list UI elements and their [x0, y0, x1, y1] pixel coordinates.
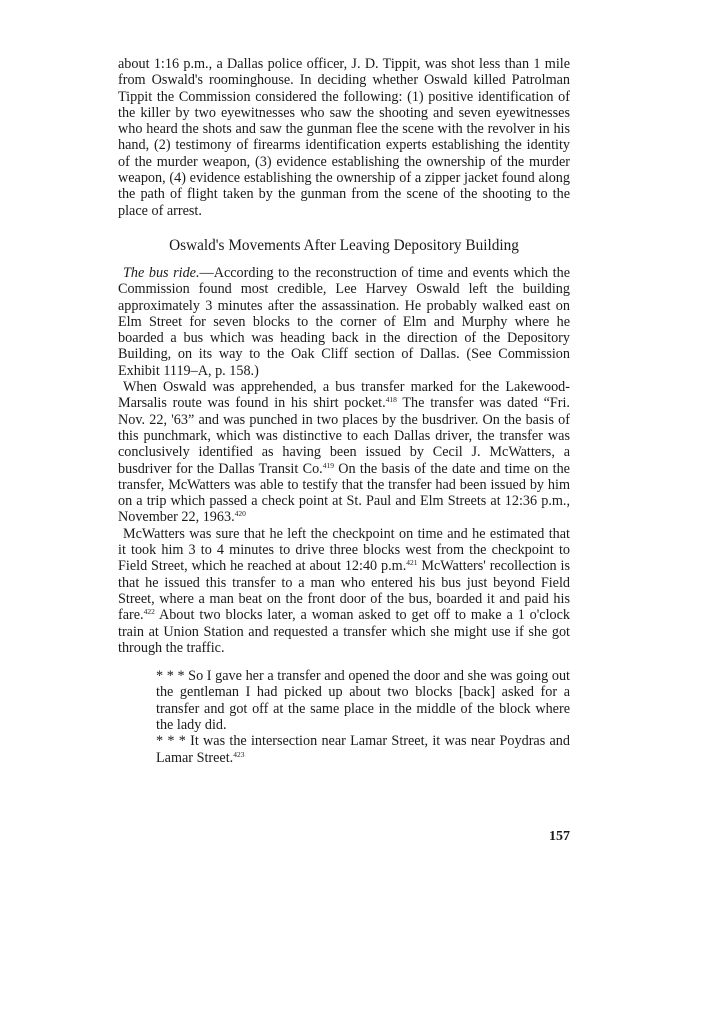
transfer-text-b: The transfer was dated “Fri. Nov. 22, '63” and was punched in two places by the busdriver. On the basis of this punchmark, which was distinctive to each Dallas driver, the transfer was conclusively identified as having been issued by Cecil J. McWatters, a busdriver for the Dallas Transit Co. — [118, 395, 570, 477]
footnote-423: 423 — [233, 749, 245, 759]
footnote-419: 419 — [322, 460, 334, 470]
paragraph-bus-ride — [118, 265, 570, 379]
paragraph-tippit-intro: about 1:16 p.m., a Dallas police officer, J. D. Tippit, was shot less than 1 mile from Oswald's roominghouse. In deciding whether Oswald killed Patrolman Tippit the Commission considered the following: (1) positive identification of the killer by two eyewitnesses who saw the shooting and seven eyewitnesses who heard the shots and saw the gunman flee the scene with the revolver in his hand, (2) testimony of firearms identification experts establishing the identity of the murder weapon, (3) evidence establishing the ownership of the murder weapon, (4) evidence establishing the ownership of a zipper jacket found along the path of flight taken by the gunman from the scene of the shooting to the place of arrest. — [118, 56, 570, 219]
paragraph-transfer — [118, 379, 570, 526]
paragraph-mcwatters — [118, 526, 570, 656]
mcwatters-text-a: McWatters was sure that he left the checkpoint on time and he estimated that it took him 3 to 4 minutes to drive three blocks west from the checkpoint to Field Street, which he reached at about 12:40 p.m. — [118, 525, 570, 575]
footnote-422: 422 — [143, 607, 155, 617]
footnote-418: 418 — [385, 395, 397, 405]
testimony-quote — [156, 668, 570, 766]
quote-paragraph-1: * * * So I gave her a transfer and opened the door and she was going out the gentleman I had picked up about two blocks [back] asked for a transfer and got off at the same place in the middle of the block where the lady did. — [156, 668, 570, 733]
transfer-text-c: On the basis of the date and time on the transfer, McWatters was able to testify that the transfer had been issued by him on a trip which passed a check point at St. Paul and Elm Streets at 12:36 p.m., November 22, 1963. — [118, 460, 570, 526]
footnote-420: 420 — [234, 509, 246, 519]
quote-paragraph-2 — [156, 733, 570, 766]
mcwatters-text-c: About two blocks later, a woman asked to get off to make a 1 o'clock train at Union Station and requested a transfer which she might use if she got through the traffic. — [118, 607, 570, 656]
transfer-text-a: When Oswald was apprehended, a bus transfer marked for the Lakewood-Marsalis route was found in his shirt pocket. — [118, 379, 570, 412]
bus-ride-lead: The bus ride. — [123, 264, 200, 281]
footnote-421: 421 — [406, 558, 418, 568]
page-body — [118, 56, 570, 766]
section-heading: Oswald's Movements After Leaving Depository Building — [169, 236, 519, 254]
page-number: 157 — [549, 829, 570, 844]
mcwatters-text-b: McWatters' recollection is that he issued this transfer to a man who entered his bus just beyond Field Street, where a man beat on the front door of the bus, boarded it and paid his fare. — [118, 558, 570, 624]
quote-paragraph-2-text: * * * It was the intersection near Lamar Street, it was near Poydras and Lamar Street. — [156, 733, 570, 766]
bus-ride-text: —According to the reconstruction of time and events which the Commission found most credible, Lee Harvey Oswald left the building approximately 3 minutes after the assassination. He probably walked east on Elm Street for seven blocks to the corner of Elm and Murphy where he boarded a bus which was heading back in the direction of the Depository Building, on its way to the Oak Cliff section of Dallas. (See Commission Exhibit 1119–A, p. 158.) — [118, 264, 570, 379]
